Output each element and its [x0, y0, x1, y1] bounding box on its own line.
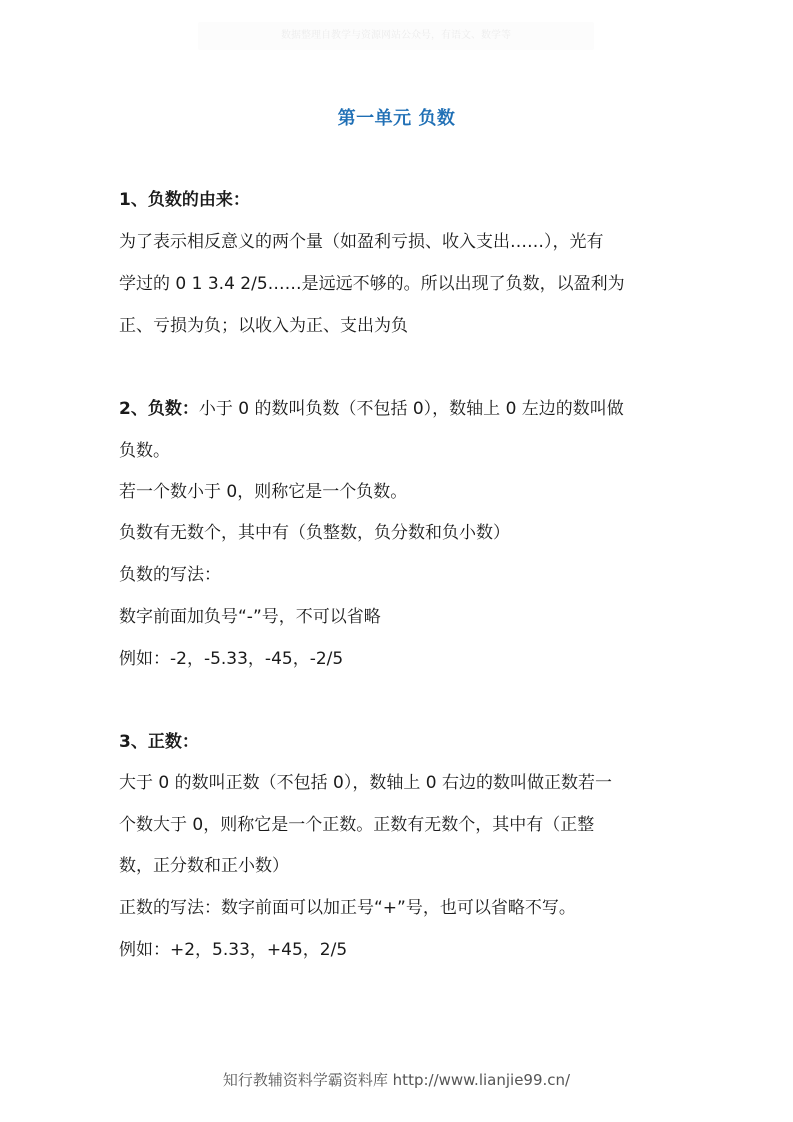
section-1-line-2: 学过的 0 1 3.4 2/5……是远远不够的。所以出现了负数，以盈利为: [119, 274, 625, 294]
section-2-line-5: 数字前面加负号“-”号，不可以省略: [119, 607, 381, 627]
section-3-line-1: 大于 0 的数叫正数（不包括 0），数轴上 0 右边的数叫做正数若一: [119, 773, 612, 793]
section-1-line-1: 为了表示相反意义的两个量（如盈利亏损、收入支出……），光有: [119, 232, 604, 252]
footer-source: 知行教辅资料学霸资料库 http://www.lianjie99.cn/: [222, 1071, 571, 1089]
section-2-line-2: 若一个数小于 0，则称它是一个负数。: [119, 482, 408, 502]
section-2-heading: 2、负数：: [119, 399, 199, 419]
section-3-line-5: 例如：+2，5.33，+45，2/5: [119, 940, 348, 960]
section-2-line-4: 负数的写法：: [119, 565, 221, 585]
section-2-first-line: [119, 397, 624, 421]
section-2-line-6: 例如：-2，-5.33，-45，-2/5: [119, 649, 344, 669]
header-watermark: 数据整理自教学与资源网站公众号，有语文、数学等: [198, 22, 594, 50]
section-2-line-1: 负数。: [119, 441, 170, 461]
section-1-heading: 1、负数的由来：: [119, 190, 250, 210]
section-3-line-2: 个数大于 0，则称它是一个正数。正数有无数个，其中有（正整: [119, 815, 595, 835]
section-3-heading: 3、正数：: [119, 732, 199, 752]
section-3-line-3: 数，正分数和正小数）: [119, 856, 289, 876]
section-2-heading-text: 小于 0 的数叫负数（不包括 0），数轴上 0 左边的数叫做: [198, 399, 624, 419]
section-3-line-4: 正数的写法：数字前面可以加正号“+”号，也可以省略不写。: [119, 898, 576, 918]
section-2-line-3: 负数有无数个，其中有（负整数，负分数和负小数）: [119, 523, 510, 543]
section-1-line-3: 正、亏损为负；以收入为正、支出为负: [119, 316, 408, 336]
page-title: 第一单元 负数: [337, 108, 456, 129]
